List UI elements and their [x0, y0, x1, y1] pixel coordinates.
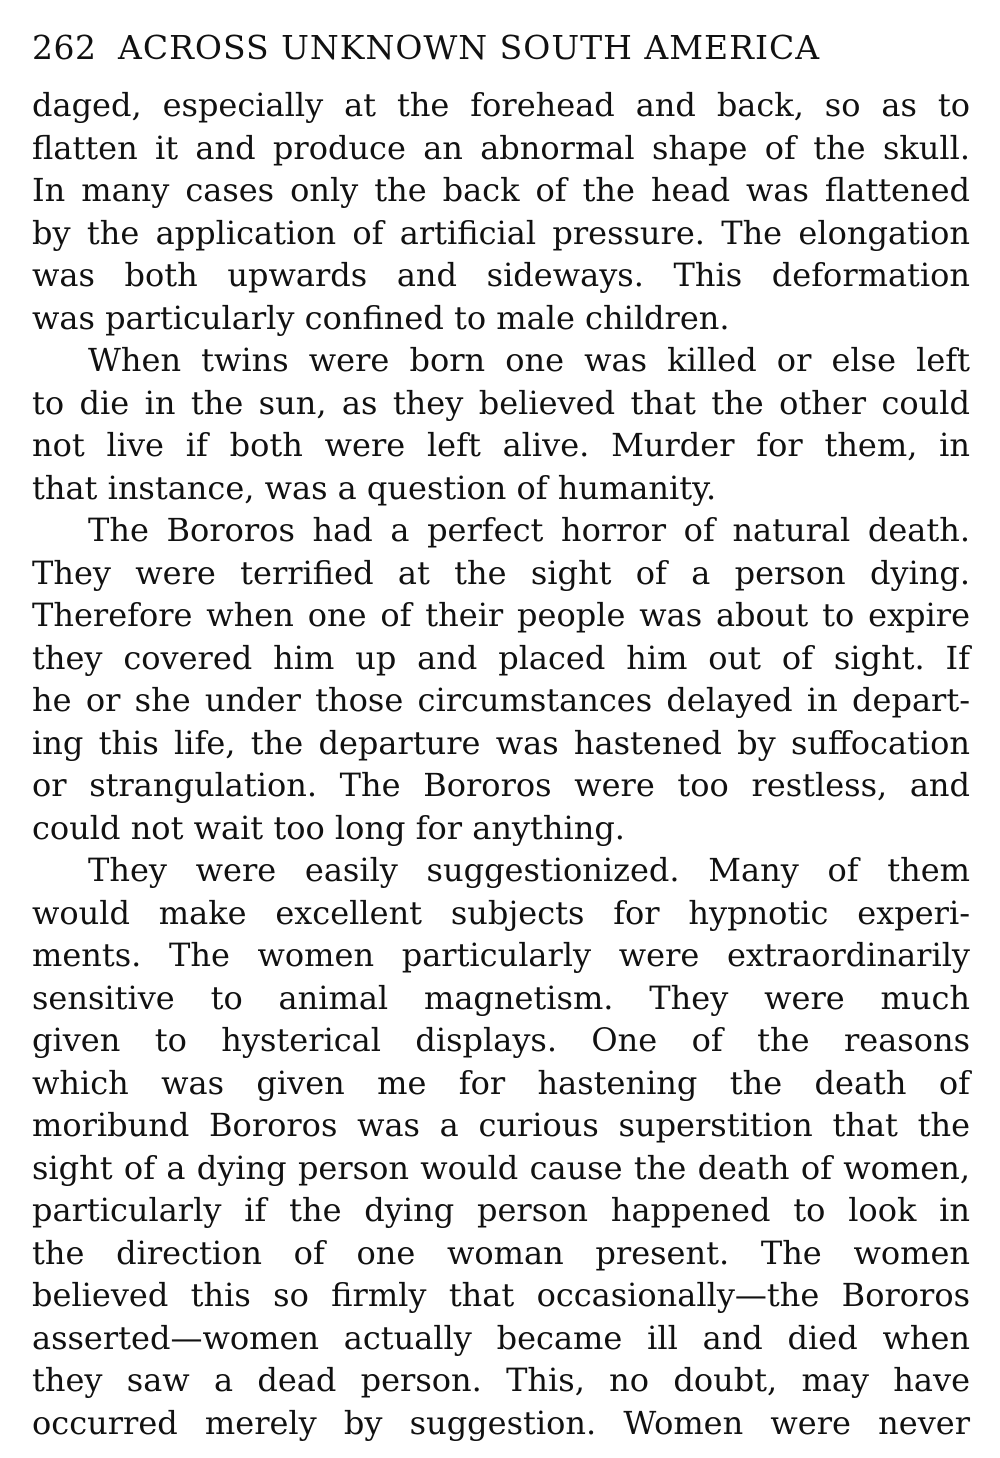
text-line: They were terrified at the sight of a person dying.: [32, 553, 970, 592]
text-line: sensitive to animal magnetism. They were much: [32, 978, 970, 1017]
running-header: [32, 28, 970, 84]
text-line: ing this life, the departure was hastened by suffocation: [32, 723, 970, 762]
text-line: When twins were born one was killed or else left: [88, 341, 970, 379]
text-line: ments. The women particularly were extraordinarily: [32, 936, 970, 974]
text-line: occurred merely by suggestion. Women were never: [32, 1403, 970, 1442]
text-line: believed this so firmly that occasionally—the Bororos: [32, 1276, 970, 1314]
text-line: or strangulation. The Bororos were too restless, and: [32, 766, 970, 804]
text-line: by the application of artificial pressure. The elongation: [32, 213, 970, 252]
text-line: was particularly confined to male children.: [32, 298, 730, 337]
text-line: moribund Bororos was a curious superstition that the: [32, 1106, 970, 1144]
text-line: they covered him up and placed him out of sight. If: [32, 638, 970, 677]
text-line: In many cases only the back of the head was flattened: [32, 171, 970, 209]
text-line: They were easily suggestionized. Many of them: [88, 851, 970, 889]
text-line: given to hysterical displays. One of the reasons: [32, 1021, 970, 1059]
page-number: 262: [32, 28, 97, 67]
text-line: they saw a dead person. This, no doubt, may have: [32, 1361, 970, 1399]
text-line: particularly if the dying person happened to look in: [32, 1191, 970, 1229]
body-text: [32, 84, 970, 1444]
text-line: that instance, was a question of humanity.: [32, 468, 717, 507]
text-line: which was given me for hastening the death of: [32, 1063, 970, 1102]
text-line: to die in the sun, as they believed that the other could: [32, 383, 970, 422]
text-line: not live if both were left alive. Murder for them, in: [32, 426, 970, 464]
text-line: daged, especially at the forehead and back, so as to: [32, 86, 970, 124]
text-line: would make excellent subjects for hypnotic experi-: [32, 893, 970, 932]
text-line: The Bororos had a perfect horror of natural death.: [88, 511, 970, 549]
text-line: asserted—women actually became ill and died when: [32, 1318, 970, 1357]
text-line: sight of a dying person would cause the death of women,: [32, 1148, 970, 1187]
running-title: ACROSS UNKNOWN SOUTH AMERICA: [118, 28, 821, 67]
book-page: [32, 28, 970, 1444]
text-line: he or she under those circumstances delayed in depart-: [32, 681, 970, 719]
text-line: the direction of one woman present. The women: [32, 1233, 970, 1272]
text-line: was both upwards and sideways. This deformation: [32, 256, 970, 294]
text-line: flatten it and produce an abnormal shape of the skull.: [32, 128, 970, 167]
text-line: could not wait too long for anything.: [32, 808, 625, 847]
text-line: Therefore when one of their people was about to expire: [32, 596, 970, 634]
